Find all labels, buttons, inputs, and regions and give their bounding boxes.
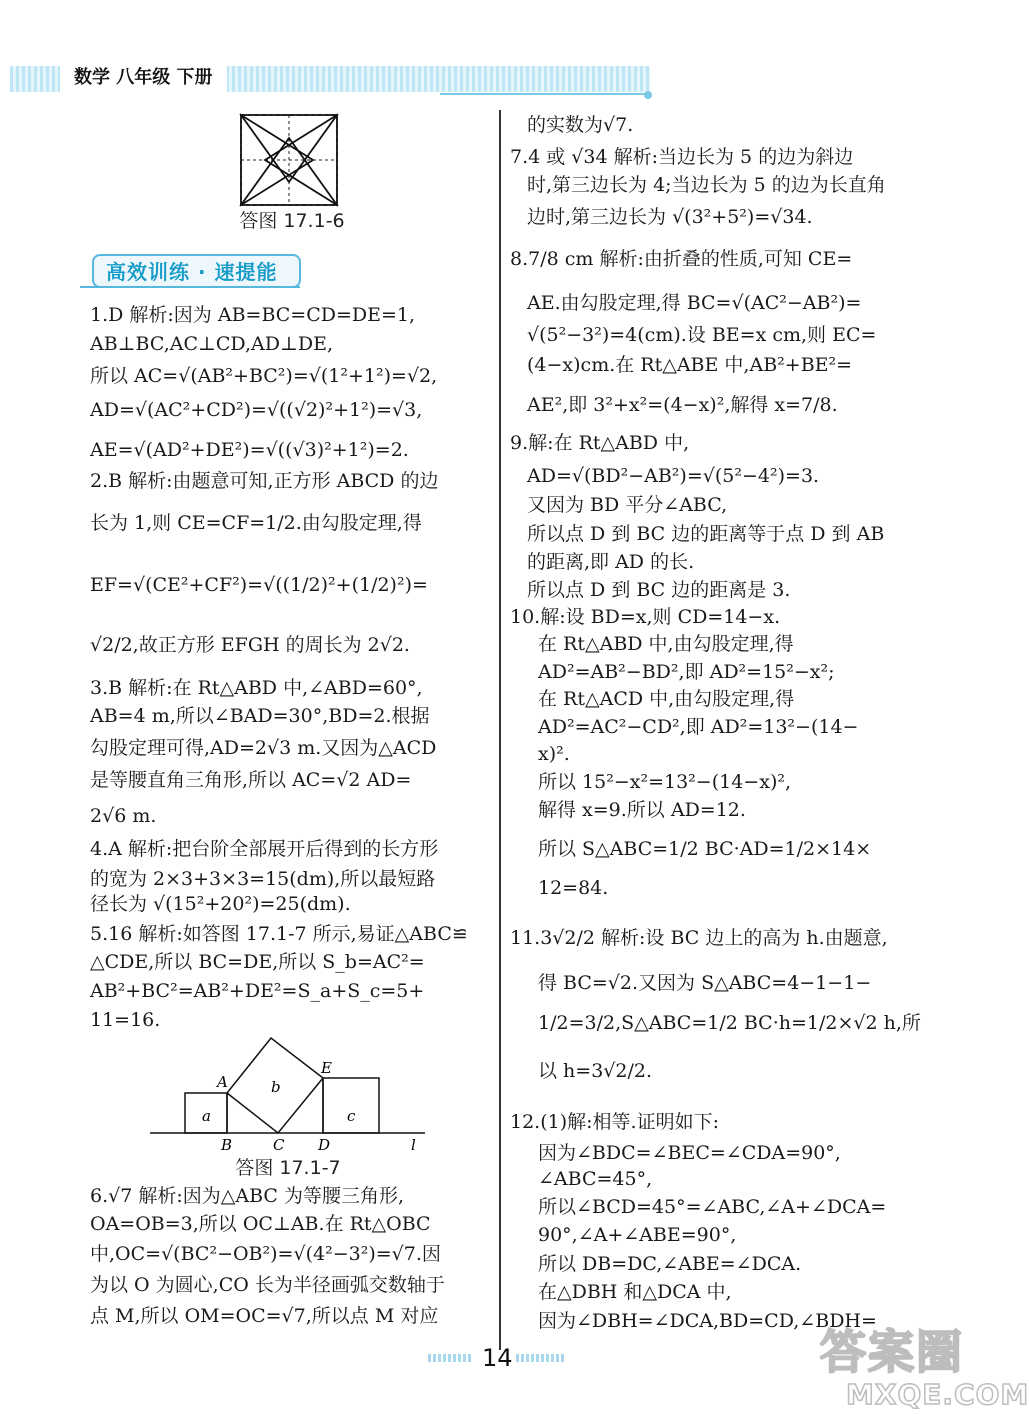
right-line: 10.解:设 BD=x,则 CD=14−x. — [510, 606, 781, 628]
right-line: 又因为 BD 平分∠ABC, — [527, 494, 728, 516]
left-line: 所以 AC=√(AB²+BC²)=√(1²+1²)=√2, — [90, 365, 438, 387]
left-line: EF=√(CE²+CF²)=√((1/2)²+(1/2)²)= — [90, 574, 428, 596]
section-banner — [80, 254, 300, 288]
column-divider — [499, 110, 501, 1350]
right-line: 12.(1)解:相等.证明如下: — [510, 1111, 719, 1133]
right-line: AE.由勾股定理,得 BC=√(AC²−AB²)= — [527, 292, 862, 314]
right-line: 90°,∠A+∠ABE=90°, — [538, 1224, 737, 1246]
right-line: 所以点 D 到 BC 边的距离等于点 D 到 AB — [527, 523, 885, 545]
page-header — [10, 62, 650, 98]
right-line: x)². — [538, 743, 570, 765]
header-title: 数学 八年级 下册 — [60, 64, 227, 92]
right-line: 的实数为√7. — [527, 114, 634, 136]
page-number: 14 — [482, 1344, 513, 1372]
left-line: √2/2,故正方形 EFGH 的周长为 2√2. — [90, 634, 410, 656]
right-line: 在 Rt△ACD 中,由勾股定理,得 — [538, 688, 795, 710]
left-line: 是等腰直角三角形,所以 AC=√2 AD= — [90, 769, 412, 791]
left-line: 11=16. — [90, 1009, 161, 1031]
right-line: AD=√(BD²−AB²)=√(5²−4²)=3. — [527, 465, 820, 487]
fig7-label-b: b — [271, 1078, 281, 1096]
left-line: 径长为 √(15²+20²)=25(dm). — [90, 893, 351, 915]
fig7-label-B: B — [221, 1136, 233, 1154]
fig7-label-C: C — [273, 1136, 285, 1154]
section-underline — [80, 286, 300, 288]
fig7-label-l: l — [411, 1136, 416, 1154]
header-rule — [440, 93, 650, 95]
right-line: 因为∠BDC=∠BEC=∠CDA=90°, — [538, 1142, 841, 1164]
footer-deco-left — [428, 1354, 472, 1362]
right-line: √(5²−3²)=4(cm).设 BE=x cm,则 EC= — [527, 324, 877, 346]
footer-deco-right — [516, 1354, 566, 1362]
left-line: 3.B 解析:在 Rt△ABD 中,∠ABD=60°, — [90, 677, 423, 699]
left-line: AB=4 m,所以∠BAD=30°,BD=2.根据 — [90, 705, 430, 727]
figure-17-1-7 — [145, 1030, 430, 1160]
watermark-bottom: MXQE.COM — [846, 1378, 1029, 1411]
left-line: △CDE,所以 BC=DE,所以 S_b=AC²= — [90, 951, 425, 973]
fig7-label-E: E — [321, 1059, 332, 1077]
left-line: AB⊥BC,AC⊥CD,AD⊥DE, — [90, 333, 333, 355]
right-line: 8.7/8 cm 解析:由折叠的性质,可知 CE= — [510, 248, 853, 270]
right-line: ∠ABC=45°, — [538, 1168, 653, 1190]
right-line: 7.4 或 √34 解析:当边长为 5 的边为斜边 — [510, 146, 854, 168]
right-line: 所以∠BCD=45°=∠ABC,∠A+∠DCA= — [538, 1196, 887, 1218]
right-line: 12=84. — [538, 877, 609, 899]
right-line: 11.3√2/2 解析:设 BC 边上的高为 h.由题意, — [510, 927, 888, 949]
figure-17-1-6-caption: 答图 17.1-6 — [239, 210, 345, 232]
right-line: 所以 15²−x²=13²−(14−x)², — [538, 771, 792, 793]
left-line: 1.D 解析:因为 AB=BC=CD=DE=1, — [90, 304, 416, 326]
figure-17-1-6 — [238, 112, 340, 208]
left-line: 4.A 解析:把台阶全部展开后得到的长方形 — [90, 838, 439, 860]
right-line: 所以 S△ABC=1/2 BC·AD=1/2×14× — [538, 838, 872, 860]
fig7-label-D: D — [318, 1136, 331, 1154]
watermark-top: 答案圈 — [820, 1325, 964, 1379]
right-line: 的距离,即 AD 的长. — [527, 551, 695, 573]
fig7-label-a: a — [202, 1107, 211, 1125]
left-line: 6.√7 解析:因为△ABC 为等腰三角形, — [90, 1185, 405, 1207]
left-line: 为以 O 为圆心,CO 长为半径画弧交数轴于 — [90, 1274, 445, 1296]
right-line: 边时,第三边长为 √(3²+5²)=√34. — [527, 206, 813, 228]
section-title: 高效训练 · 速提能 — [106, 260, 278, 284]
right-line: AD²=AC²−CD²,即 AD²=13²−(14− — [538, 716, 859, 738]
right-line: 因为∠DBH=∠DCA,BD=CD,∠BDH= — [538, 1310, 877, 1332]
right-line: 在△DBH 和△DCA 中, — [538, 1281, 732, 1303]
right-line: 所以点 D 到 BC 边的距离是 3. — [527, 579, 791, 601]
right-line: 得 BC=√2.又因为 S△ABC=4−1−1− — [538, 972, 872, 994]
left-line: 2√6 m. — [90, 805, 157, 827]
left-line: 勾股定理可得,AD=2√3 m.又因为△ACD — [90, 737, 437, 759]
right-line: 在 Rt△ABD 中,由勾股定理,得 — [538, 633, 794, 655]
left-line: 中,OC=√(BC²−OB²)=√(4²−3²)=√7.因 — [90, 1243, 441, 1265]
right-line: 1/2=3/2,S△ABC=1/2 BC·h=1/2×√2 h,所 — [538, 1012, 921, 1034]
watermark — [820, 1316, 1029, 1416]
left-line: OA=OB=3,所以 OC⊥AB.在 Rt△OBC — [90, 1213, 431, 1235]
left-line: AE=√(AD²+DE²)=√((√3)²+1²)=2. — [90, 439, 409, 461]
right-line: AE²,即 3²+x²=(4−x)²,解得 x=7/8. — [527, 394, 838, 416]
fig7-label-A: A — [217, 1073, 228, 1091]
left-line: 的宽为 2×3+3×3=15(dm),所以最短路 — [90, 868, 436, 890]
left-line: 5.16 解析:如答图 17.1-7 所示,易证△ABC≌ — [90, 923, 468, 945]
fig7-label-c: c — [347, 1107, 356, 1125]
figure-17-1-7-caption: 答图 17.1-7 — [235, 1157, 341, 1179]
left-line: 长为 1,则 CE=CF=1/2.由勾股定理,得 — [90, 512, 422, 534]
left-line: AD=√(AC²+CD²)=√((√2)²+1²)=√3, — [90, 399, 423, 421]
left-line: AB²+BC²=AB²+DE²=S_a+S_c=5+ — [90, 980, 425, 1002]
right-line: 以 h=3√2/2. — [538, 1060, 653, 1082]
right-line: 9.解:在 Rt△ABD 中, — [510, 432, 690, 454]
right-line: (4−x)cm.在 Rt△ABE 中,AB²+BE²= — [527, 354, 853, 376]
right-line: 所以 DB=DC,∠ABE=∠DCA. — [538, 1253, 802, 1275]
left-line: 2.B 解析:由题意可知,正方形 ABCD 的边 — [90, 470, 439, 492]
right-line: AD²=AB²−BD²,即 AD²=15²−x²; — [538, 661, 835, 683]
right-line: 时,第三边长为 4;当边长为 5 的边为长直角 — [527, 174, 886, 196]
right-line: 解得 x=9.所以 AD=12. — [538, 799, 746, 821]
header-dot — [644, 91, 652, 99]
left-line: 点 M,所以 OM=OC=√7,所以点 M 对应 — [90, 1305, 439, 1327]
